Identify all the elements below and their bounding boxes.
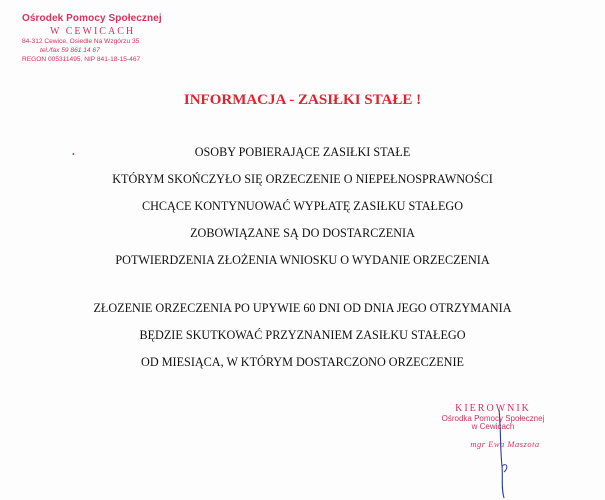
paragraph-1	[0, 139, 605, 274]
stamp-city: W CEWICACH	[50, 25, 136, 37]
stamp-phone: tel./fax 59 861 14 67	[40, 46, 100, 54]
stamp-city: w Cewicach	[471, 421, 515, 431]
text-line: POTWIERDZENIA ZŁOŻENIA WNIOSKU O WYDANIE ORZECZENIA	[115, 253, 490, 267]
signatory-name: mgr Ewa Maszota	[470, 439, 540, 450]
text-line: ZŁOZENIE ORZECZENIA PO UPYWIE 60 DNI OD DNIA JEGO OTRZYMANIA	[93, 301, 512, 315]
text-line: KTÓRYM SKOŃCZYŁO SIĘ ORZECZENIE O NIEPEŁNOSPRAWNOŚCI	[112, 172, 493, 186]
stamp-regon: REGON 005311495, NIP 841-18-15-467	[22, 55, 141, 63]
text-line: CHCĄCE KONTYNUOWAĆ WYPŁATĘ ZASIŁKU STAŁEGO	[141, 199, 464, 213]
ink-mark: •	[72, 150, 75, 159]
text-line: OSOBY POBIERAJĄCE ZASIŁKI STAŁE	[194, 145, 411, 159]
text-line: OD MIESIĄCA, W KTÓRYM DOSTARCZONO ORZECZENIE	[141, 355, 464, 369]
text-line: BĘDZIE SKUTKOWAĆ PRZYZNANIEM ZASIŁKU STAŁEGO	[139, 328, 466, 342]
signature-scribble	[493, 408, 513, 500]
stamp-role: KIEROWNIK	[455, 403, 531, 414]
text-line: ZOBOWIĄZANE SĄ DO DOSTARCZENIA	[190, 226, 415, 240]
document-title: INFORMACJA - ZASIŁKI STAŁE !	[183, 92, 422, 108]
stamp-address: 84-312 Cewice, Osiedle Na Wzgórzu 35	[22, 38, 140, 45]
paragraph-2	[0, 295, 605, 376]
stamp-org-name: Ośrodek Pomocy Społecznej	[22, 13, 162, 24]
stamp-org-name: Ośrodka Pomocy Społecznej	[441, 413, 545, 423]
organization-stamp	[22, 14, 172, 64]
